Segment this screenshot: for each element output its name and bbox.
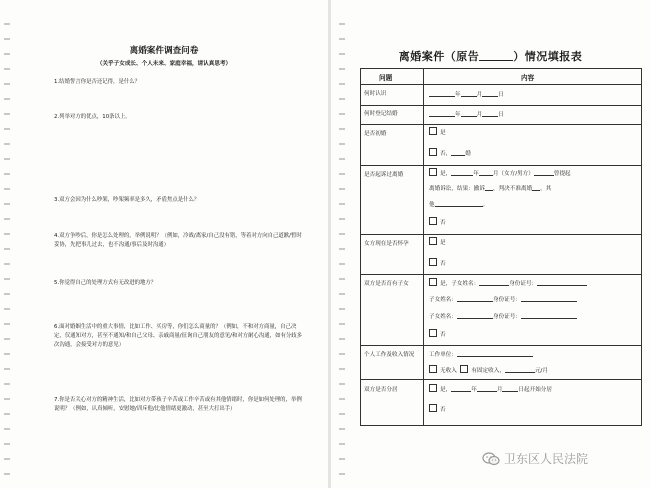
first-marriage-yes: 是 bbox=[429, 127, 639, 139]
question-5: 5.你觉得自己的处理方式有无改进的地方？ bbox=[54, 280, 157, 286]
watermark-text: 卫东区人民法院 bbox=[504, 452, 589, 466]
checkbox-no[interactable] bbox=[429, 404, 437, 412]
child-1: 是，子女姓名： 身份证号： bbox=[429, 278, 639, 290]
question-4: 4.双方争吵后，你是怎么处理的，举例说明？（例如，冷战/离家/自己没有错，等着对方向自己道歉/暂时妥协，先把事儿过去，也不沟通/事后及时沟通） bbox=[54, 233, 302, 248]
month-blank[interactable] bbox=[461, 110, 477, 117]
title-blank bbox=[479, 51, 513, 61]
checkbox-yes[interactable] bbox=[429, 278, 437, 286]
checkbox-yes[interactable] bbox=[429, 168, 437, 176]
report-title-prefix: 离婚案件（原告 bbox=[398, 50, 480, 63]
pregnant-yes: 是 bbox=[429, 237, 639, 249]
pregnant-no: 否 bbox=[429, 258, 639, 270]
label-work-income: 个人工作及收入情况 bbox=[364, 352, 415, 358]
when-met-date: 年 月 日 bbox=[429, 89, 639, 101]
year-blank[interactable] bbox=[451, 385, 471, 392]
child-id-blank[interactable] bbox=[521, 312, 577, 319]
checkbox-no-income[interactable] bbox=[429, 365, 437, 373]
income-amount-blank[interactable] bbox=[505, 366, 535, 373]
checkbox-yes[interactable] bbox=[429, 384, 437, 392]
day-blank[interactable] bbox=[482, 90, 498, 97]
row-divider bbox=[361, 105, 641, 106]
checkbox-no[interactable] bbox=[429, 329, 437, 337]
report-table bbox=[360, 68, 642, 426]
row-divider bbox=[361, 84, 641, 85]
questionnaire-title: 离婚案件调查问卷 bbox=[129, 46, 199, 56]
binding-holes-left bbox=[4, 10, 10, 488]
label-when-met: 何时认识 bbox=[364, 91, 387, 97]
label-prior-divorce-suit: 是否起诉过离婚 bbox=[364, 172, 404, 178]
first-marriage-no: 否， 婚 bbox=[429, 148, 639, 160]
child-id-blank[interactable] bbox=[521, 295, 577, 302]
binding-holes-right bbox=[339, 10, 345, 488]
withdrawn-blank[interactable] bbox=[485, 184, 493, 191]
question-3: 3.双方会因为什么吵架，吵架频率是多久，矛盾焦点是什么？ bbox=[54, 197, 200, 203]
child-2: 子女姓名： 身份证号： bbox=[429, 294, 639, 306]
row-divider bbox=[361, 124, 641, 125]
header-question: 问题 bbox=[379, 74, 393, 82]
child-name-blank[interactable] bbox=[457, 295, 493, 302]
year-blank[interactable] bbox=[429, 110, 455, 117]
year-blank[interactable] bbox=[429, 90, 455, 97]
label-children: 双方是否育有子女 bbox=[364, 281, 409, 287]
children-no: 否 bbox=[429, 329, 639, 341]
day-blank[interactable] bbox=[482, 110, 498, 117]
question-2: 2.列举对方的优点，10条以上。 bbox=[54, 114, 131, 120]
separated-no: 否 bbox=[429, 404, 639, 416]
row-divider bbox=[361, 165, 641, 166]
question-7: 7.你是否关心对方的精神生活，比如对方带孩子辛苦或工作辛苦或有其他情绪时，你是如何处理的，举例说明？（例如，认真倾听，安慰她/训斥他/比他情绪更激动，甚至大打出手） bbox=[54, 397, 302, 412]
row-divider bbox=[361, 379, 641, 380]
label-marriage-date: 何时登记结婚 bbox=[364, 111, 398, 117]
questionnaire-subtitle: （关乎子女成长、个人未来、家庭幸福，请认真思考） bbox=[96, 61, 232, 67]
month-blank[interactable] bbox=[477, 385, 497, 392]
question-1: 1.结婚誓言你是否还记得，是什么？ bbox=[54, 79, 141, 85]
work-unit: 工作单位： bbox=[429, 349, 639, 361]
work-unit-blank[interactable] bbox=[457, 350, 533, 357]
child-name-blank[interactable] bbox=[479, 279, 509, 286]
wechat-icon bbox=[482, 452, 500, 466]
header-content: 内容 bbox=[521, 74, 535, 82]
denied-blank[interactable] bbox=[532, 184, 540, 191]
label-first-marriage: 是否初婚 bbox=[364, 131, 387, 137]
prior-suit-line-3: 他 。 bbox=[429, 202, 489, 208]
column-divider bbox=[423, 69, 424, 425]
month-blank[interactable] bbox=[461, 90, 477, 97]
row-divider bbox=[361, 345, 641, 346]
court-watermark bbox=[482, 450, 588, 467]
checkbox-no[interactable] bbox=[429, 148, 437, 156]
marriage-count-blank[interactable] bbox=[451, 149, 465, 156]
child-3: 子女姓名： 身份证号： bbox=[429, 311, 639, 323]
label-pregnant: 女方现在是否怀孕 bbox=[364, 241, 409, 247]
prior-suit-line-2: 离婚诉讼，结果：撤诉 ，判决不准离婚 ，其 bbox=[429, 186, 552, 192]
checkbox-fixed-income[interactable] bbox=[460, 365, 468, 373]
checkbox-yes[interactable] bbox=[429, 127, 437, 135]
prior-suit-line-1: 是， 年 月（女方/男方） 曾提起 bbox=[429, 168, 639, 180]
prior-suit-no: 否 bbox=[429, 217, 639, 229]
month-blank[interactable] bbox=[479, 169, 493, 176]
income: 无收入 有固定收入， 元/月 bbox=[429, 365, 639, 377]
page-spine bbox=[328, 0, 331, 488]
report-title bbox=[331, 48, 650, 64]
checkbox-no[interactable] bbox=[429, 217, 437, 225]
report-title-suffix: ）情况填报表 bbox=[513, 50, 583, 63]
row-divider bbox=[361, 234, 641, 235]
year-blank[interactable] bbox=[451, 169, 473, 176]
other-result-blank[interactable] bbox=[435, 200, 483, 207]
separated-yes: 是， 年 月 日起开始分居 bbox=[429, 384, 639, 396]
child-name-blank[interactable] bbox=[457, 312, 493, 319]
marriage-date: 年 月 日 bbox=[429, 109, 639, 121]
label-separated: 双方是否分居 bbox=[364, 387, 398, 393]
question-6: 6.面对婚姻生活中的重大事情，比如工作、买房等，你们怎么商量的？（例如，不和对方商量，自己决定，仅通知对方，甚至不通知/和自己父母、亲戚商量/征询自己朋友的意见/和对方耐心沟通，如有分歧多次沟通，会接受对方的意见） bbox=[54, 324, 303, 348]
child-id-blank[interactable] bbox=[537, 279, 587, 286]
party-blank[interactable] bbox=[534, 169, 554, 176]
row-divider bbox=[361, 274, 641, 275]
checkbox-yes[interactable] bbox=[429, 237, 437, 245]
day-blank[interactable] bbox=[502, 385, 518, 392]
checkbox-no[interactable] bbox=[429, 258, 437, 266]
